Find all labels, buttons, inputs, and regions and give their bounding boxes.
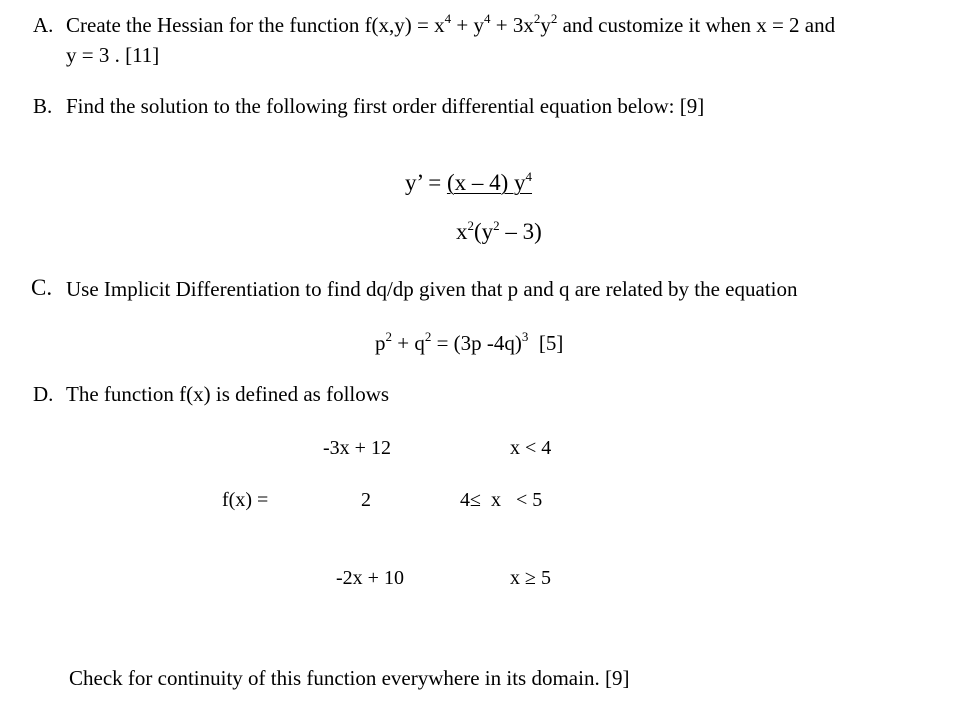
piecewise-cond-1: x < 4: [510, 437, 552, 459]
question-c-label: C.: [31, 275, 53, 300]
piecewise-expr-1: -3x + 12: [323, 437, 391, 459]
question-d-footer: Check for continuity of this function everywhere in its domain. [9]: [69, 666, 630, 690]
piecewise-expr-3: -2x + 10: [336, 567, 404, 589]
piecewise-cond-3: x ≥ 5: [510, 567, 551, 589]
question-c-equation: $p^2 + q^2 = (3p$ -4q)$^3$ [5]: [375, 329, 564, 355]
question-b-equation-denominator: $x^2(y^2 - 3)$: [456, 218, 542, 244]
question-a-text-line1: Create the Hessian for the function $f(x,y) = x^4 + y^4 + 3x^2y^2$ and customize it when x = 2 and: [66, 11, 836, 37]
piecewise-fx-label: f(x) =: [222, 489, 269, 511]
question-a-label: A.: [33, 13, 54, 37]
question-b-text: Find the solution to the following first order differential equation below: [9]: [66, 94, 705, 118]
piecewise-cond-2: 4≤ x < 5: [460, 489, 543, 511]
question-d-text: The function f(x) is defined as follows: [66, 382, 390, 406]
question-c-text: Use Implicit Differentiation to find dq/dp given that p and q are related by the equation: [66, 277, 798, 301]
piecewise-expr-2: 2: [361, 489, 371, 511]
question-b-equation-numerator: y’ = (x – 4) $y^4$: [405, 169, 533, 195]
question-b-label: B.: [33, 94, 53, 118]
question-a-text-line2: y = 3 . [11]: [66, 43, 160, 67]
question-d-label: D.: [33, 382, 54, 406]
